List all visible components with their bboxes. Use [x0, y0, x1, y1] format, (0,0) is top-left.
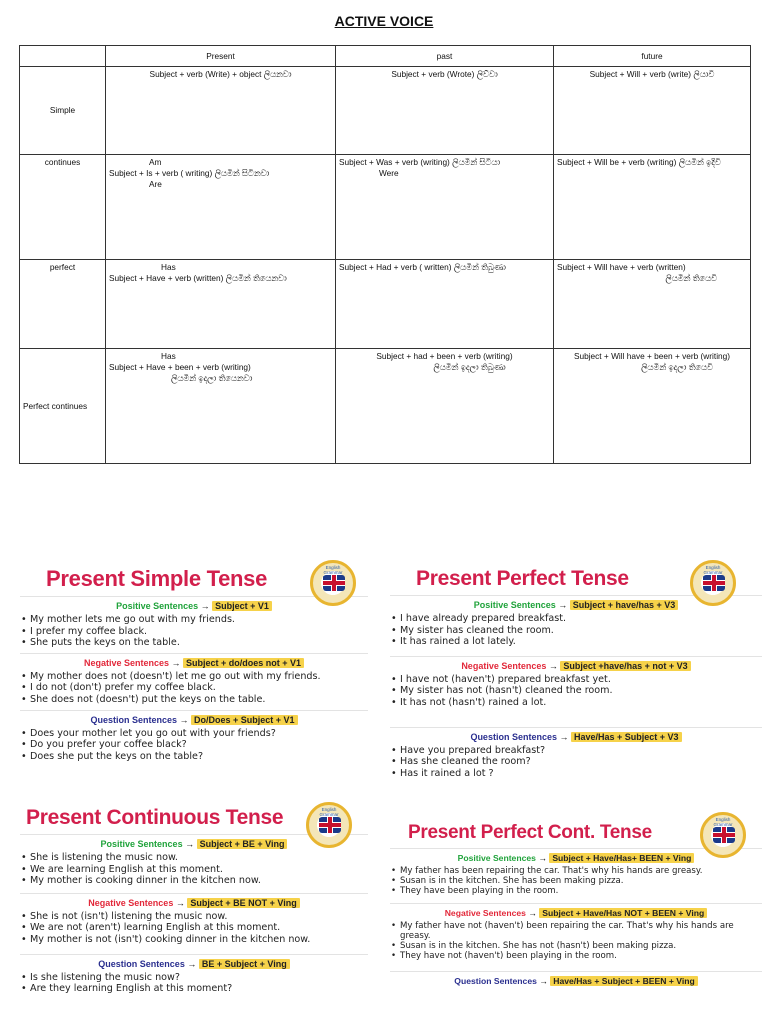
- positive-list: [390, 613, 762, 648]
- negative-heading: Negative Sentences → Subject +have/has + not + V3: [390, 661, 762, 671]
- list-item: • My father has been repairing the car. That's why his hands are greasy.: [390, 866, 762, 876]
- question-list: [20, 728, 368, 763]
- positive-heading: Positive Sentences → Subject + have/has + V3: [390, 600, 762, 610]
- row-label-perfect-continues: Perfect continues: [20, 349, 106, 464]
- list-item: • She is not (isn't) listening the music now.: [20, 911, 368, 923]
- negative-list: [390, 921, 762, 962]
- cell-continues-future: Subject + Will be + verb (writing) ලියමින් ඉදිවි: [554, 155, 751, 260]
- header-future: future: [554, 46, 751, 67]
- table-row: [20, 349, 751, 464]
- logo-badge-icon: English Grammar: [310, 560, 356, 606]
- cell-perfect-present: Has Subject + Have + verb (written) ලියමින් තියෙනවා: [106, 260, 336, 349]
- question-list: [20, 972, 368, 995]
- list-item: • Is she listening the music now?: [20, 972, 368, 984]
- list-item: • She puts the keys on the table.: [20, 637, 368, 649]
- cell-perfect-continues-present: Has Subject + Have + been + verb (writing) ලියමින් ඉදලා තියෙනවා: [106, 349, 336, 464]
- cell-simple-past: Subject + verb (Wrote) ලිව්වා: [336, 67, 554, 155]
- question-heading: Question Sentences → Do/Does + Subject + V1: [20, 715, 368, 725]
- list-item: • We are not (aren't) learning English at this moment.: [20, 922, 368, 934]
- list-item: • It has not (hasn't) rained a lot.: [390, 697, 762, 709]
- uk-flag-icon: [319, 817, 341, 833]
- uk-flag-icon: [703, 575, 725, 591]
- positive-list: [20, 614, 368, 649]
- list-item: • I have already prepared breakfast.: [390, 613, 762, 625]
- card-title: Present Perfect Tense: [416, 567, 629, 590]
- table-corner-cell: [20, 46, 106, 67]
- cell-continues-past: Subject + Was + verb (writing) ලියමින් සිටියා Were: [336, 155, 554, 260]
- list-item: • My mother is not (isn't) cooking dinner in the kitchen now.: [20, 934, 368, 946]
- list-item: • They have not (haven't) been playing in the room.: [390, 951, 762, 961]
- cell-perfect-past: Subject + Had + verb ( written) ලියමින් තිබුණා: [336, 260, 554, 349]
- table-row: [20, 67, 751, 155]
- positive-heading: Positive Sentences → Subject + BE + Ving: [20, 839, 368, 849]
- uk-flag-icon: [713, 827, 735, 843]
- table-row: [20, 260, 751, 349]
- list-item: • We are learning English at this moment.: [20, 864, 368, 876]
- cell-perfect-continues-past: Subject + had + been + verb (writing) ලියමින් ඉදලා තිබුණා: [336, 349, 554, 464]
- list-item: • I prefer my coffee black.: [20, 626, 368, 638]
- positive-list: [390, 866, 762, 897]
- page-title: ACTIVE VOICE: [334, 13, 434, 29]
- positive-heading: Positive Sentences → Subject + V1: [20, 601, 368, 611]
- list-item: • Does she put the keys on the table?: [20, 751, 368, 763]
- row-label-perfect: perfect: [20, 260, 106, 349]
- present-simple-card: [20, 560, 368, 796]
- cell-perfect-continues-future: Subject + Will have + been + verb (writing) ලියමින් ඉදලා තියෙවි: [554, 349, 751, 464]
- list-item: • I do not (don't) prefer my coffee black.: [20, 682, 368, 694]
- card-title: Present Simple Tense: [46, 566, 268, 591]
- positive-list: [20, 852, 368, 887]
- negative-heading: Negative Sentences → Subject + BE NOT + Ving: [20, 898, 368, 908]
- list-item: • Has she cleaned the room?: [390, 756, 762, 768]
- list-item: • She does not (doesn't) put the keys on the table.: [20, 694, 368, 706]
- logo-badge-icon: English Grammar: [306, 802, 352, 848]
- logo-badge-icon: English Grammar: [700, 812, 746, 858]
- list-item: • Does your mother let you go out with your friends?: [20, 728, 368, 740]
- list-item: • Susan is in the kitchen. She has not (hasn't) been making pizza.: [390, 941, 762, 951]
- logo-badge-icon: English Grammar: [690, 560, 736, 606]
- card-title: Present Perfect Cont. Tense: [408, 822, 652, 843]
- header-present: Present: [106, 46, 336, 67]
- list-item: • My mother lets me go out with my friends.: [20, 614, 368, 626]
- present-perfect-cont-card: [390, 808, 762, 1024]
- negative-list: [20, 911, 368, 946]
- row-label-simple: Simple: [20, 67, 106, 155]
- list-item: • They have been playing in the room.: [390, 886, 762, 896]
- uk-flag-icon: [323, 575, 345, 591]
- cell-simple-future: Subject + Will + verb (write) ලියාවි: [554, 67, 751, 155]
- list-item: • Susan is in the kitchen. She has been making pizza.: [390, 876, 762, 886]
- list-item: • My father have not (haven't) been repairing the car. That's why his hands are greasy.: [390, 921, 762, 941]
- table-row: [20, 155, 751, 260]
- negative-heading: Negative Sentences → Subject + Have/Has NOT + BEEN + Ving: [390, 908, 762, 918]
- header-past: past: [336, 46, 554, 67]
- present-continuous-card: [20, 802, 368, 1024]
- question-list: [390, 745, 762, 780]
- list-item: • I have not (haven't) prepared breakfast yet.: [390, 674, 762, 686]
- question-heading: Question Sentences → Have/Has + Subject + BEEN + Ving: [390, 976, 762, 986]
- list-item: • Has it rained a lot ?: [390, 768, 762, 780]
- card-title: Present Continuous Tense: [26, 806, 284, 829]
- positive-heading: Positive Sentences → Subject + Have/Has+ BEEN + Ving: [390, 853, 762, 863]
- row-label-continues: continues: [20, 155, 106, 260]
- table-header-row: [20, 46, 751, 67]
- negative-heading: Negative Sentences → Subject + do/does not + V1: [20, 658, 368, 668]
- list-item: • Have you prepared breakfast?: [390, 745, 762, 757]
- present-perfect-card: [390, 560, 762, 800]
- cell-continues-present: Am Subject + Is + verb ( writing) ලියමින් සිටිනවා Are: [106, 155, 336, 260]
- cell-simple-present: Subject + verb (Write) + object ලියනවා: [106, 67, 336, 155]
- question-heading: Question Sentences → BE + Subject + Ving: [20, 959, 368, 969]
- list-item: • My mother does not (doesn't) let me go out with my friends.: [20, 671, 368, 683]
- cell-perfect-future: Subject + Will have + verb (written) ලියමින් තියෙවි: [554, 260, 751, 349]
- list-item: • Do you prefer your coffee black?: [20, 739, 368, 751]
- list-item: • She is listening the music now.: [20, 852, 368, 864]
- question-heading: Question Sentences → Have/Has + Subject + V3: [390, 732, 762, 742]
- list-item: • My mother is cooking dinner in the kitchen now.: [20, 875, 368, 887]
- list-item: • My sister has cleaned the room.: [390, 625, 762, 637]
- list-item: • My sister has not (hasn't) cleaned the room.: [390, 685, 762, 697]
- list-item: • It has rained a lot lately.: [390, 636, 762, 648]
- negative-list: [20, 671, 368, 706]
- list-item: • Are they learning English at this moment?: [20, 983, 368, 995]
- active-voice-table: [19, 45, 751, 464]
- negative-list: [390, 674, 762, 709]
